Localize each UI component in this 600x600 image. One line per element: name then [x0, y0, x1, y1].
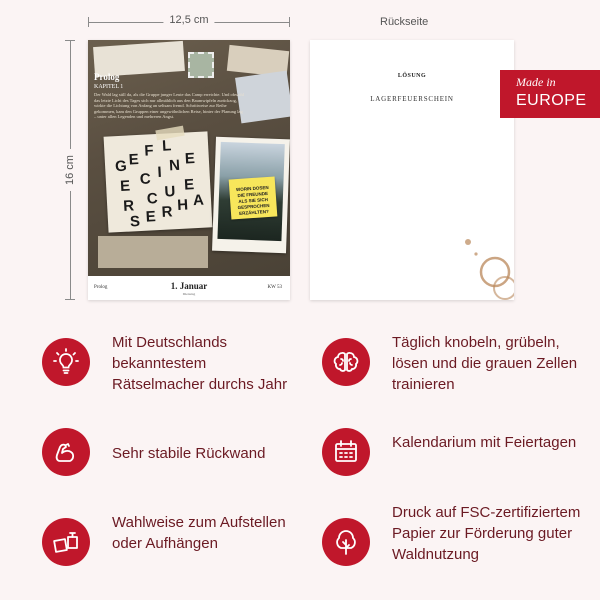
puzzle-letter: E: [145, 208, 157, 226]
made-in-europe-badge: [500, 70, 600, 118]
puzzle-letter: R: [122, 197, 135, 215]
footer-date: 1. Januar: [170, 281, 208, 291]
story-text-block: [94, 72, 244, 120]
calendar-back-page: [310, 40, 514, 300]
puzzle-letter: E: [119, 177, 131, 195]
feature-text: Mit Deutschlands bekanntestem Rätselmacher durchs Jahr: [112, 334, 288, 393]
stand-hang-icon: [42, 518, 90, 566]
puzzle-letter: C: [139, 170, 152, 188]
chapter-title: Prolog: [94, 72, 120, 82]
puzzle-letter: S: [129, 213, 141, 231]
puzzle-letter: F: [143, 142, 154, 160]
puzzle-letter: C: [146, 190, 159, 208]
feature-text: Sehr stabile Rückwand: [112, 445, 266, 462]
width-label: 12,5 cm: [163, 14, 214, 26]
footer-weekday: Dienstag: [182, 292, 196, 296]
letter-puzzle-card: [104, 131, 213, 232]
height-label: 16 cm: [64, 149, 76, 191]
badge-line2: EUROPE: [516, 92, 587, 109]
width-dimension: [88, 14, 290, 30]
sticky-note: [229, 176, 278, 219]
puzzle-letter: N: [168, 156, 181, 175]
lightbulb-icon: [42, 338, 90, 386]
puzzle-letter: A: [192, 191, 205, 210]
brain-icon: [322, 338, 370, 386]
puzzle-letter: G: [114, 157, 128, 176]
tree-icon: [322, 518, 370, 566]
feature-text: Wahlweise zum Aufstellen oder Aufhängen: [112, 514, 286, 552]
puzzle-letter: E: [183, 176, 195, 194]
strong-arm-icon: [42, 428, 90, 476]
page-footer: [88, 276, 290, 300]
feature-text: Kalendarium mit Feiertagen: [392, 434, 577, 451]
puzzle-letter: R: [161, 203, 173, 221]
feature-text: Täglich knobeln, grübeln, lösen und die grauen Zellen trainieren: [392, 334, 578, 393]
chapter-label: KAPITEL 1: [94, 84, 124, 90]
puzzle-letter: I: [157, 163, 163, 182]
back-side-label: Rückseite: [380, 16, 429, 28]
paper-scrap: [98, 236, 208, 268]
solution-heading: LÖSUNG: [397, 73, 427, 79]
height-dimension: [62, 40, 78, 300]
solution-answer: LAGERFEUERSCHEIN: [370, 95, 454, 103]
footer-week-number: KW 53: [267, 285, 282, 290]
puzzle-letter: U: [164, 183, 176, 201]
calendar-front-page: [88, 40, 290, 300]
story-body-text: Der Wald lag still da, als die Gruppe junger Leute das Camp erreichte. Und obwohl das letzte Licht des Tages sich nur allmählich aus den Baumwipfeln zurückzog, wirkte die Lichtung von Anfang an seltsam fremd. Schrittweise zur Reihe gekommen, kam den Gruppen einer ungewöhnlichen Reise, hinter der Planung lag – unter allen Legenden und mehreren Angst.: [94, 92, 245, 119]
footer-chapter: Prolog: [94, 285, 108, 290]
puzzle-letter: L: [161, 137, 172, 155]
feature-text: Druck auf FSC-zertifiziertem Papier zur Förderung guter Waldnutzung: [392, 504, 581, 563]
puzzle-letter: E: [184, 150, 196, 168]
puzzle-letter: E: [128, 150, 140, 169]
calendar-icon: [322, 428, 370, 476]
badge-line1: Made in: [516, 75, 556, 89]
coffee-stain-image: [310, 40, 514, 300]
puzzle-letter: H: [176, 196, 189, 215]
sticky-note-text: WORIN DOSEN DIE FREUNDE ALS SIE SICH GESPROCHEN ERZÄHLTEN?: [235, 184, 270, 216]
